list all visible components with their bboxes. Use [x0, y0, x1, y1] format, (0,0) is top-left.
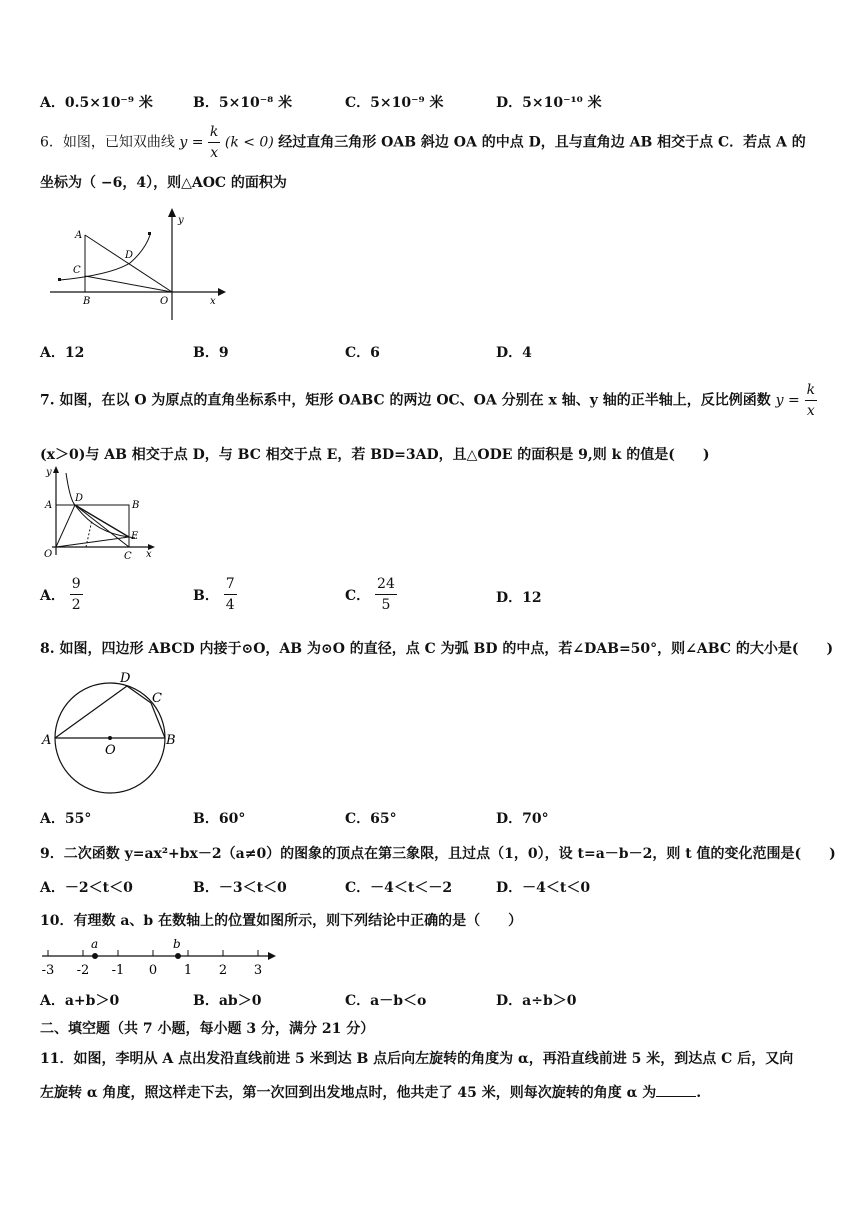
q7-option-d-label: D．	[496, 590, 523, 606]
q7-formula-y: y =	[775, 392, 800, 409]
q7-option-d-text: 12	[522, 590, 542, 606]
q7-option-a-label: A．	[40, 587, 65, 604]
q7-option-a-num: 9	[70, 574, 83, 595]
q8-label-b: B	[166, 733, 176, 748]
q7-option-b-den: 4	[225, 597, 235, 613]
q8-segment-cb	[151, 703, 165, 738]
q7-label-d: D	[75, 493, 84, 504]
q6-option-b: B．9	[193, 345, 229, 361]
q10-stem: 10．有理数 a、b 在数轴上的位置如图所示，则下列结论中正确的是（ ）	[40, 913, 523, 929]
q6-label-b: B	[83, 296, 91, 307]
q7-option-c-num: 24	[375, 574, 397, 595]
q8-option-d: D．70°	[496, 811, 549, 827]
q6-label-c: C	[73, 265, 81, 276]
q7-label-e: E	[131, 531, 139, 542]
q7-option-b	[193, 574, 237, 615]
q6-curve-end-left	[58, 278, 61, 281]
arrow-right-icon	[218, 288, 226, 296]
q7-option-a	[40, 574, 83, 615]
q6-label-y: y	[178, 215, 184, 226]
q10-option-c: C．a－b＜o	[345, 993, 427, 1009]
q10-tick-label: 0	[148, 963, 158, 978]
q7-label-y: y	[46, 467, 52, 478]
arrow-right-icon	[268, 952, 276, 960]
q10-tick-label: 2	[218, 963, 228, 978]
q6-stem-pre: 6．如图，已知双曲线	[40, 134, 175, 151]
q7-stem	[40, 380, 817, 421]
q10-option-d: D．a÷b＞0	[496, 993, 577, 1009]
q6-label-a: A	[75, 230, 83, 241]
q8-option-c: C．65°	[345, 811, 397, 827]
q7-stem-pre: 7. 如图，在以 O 为原点的直角坐标系中，矩形 OABC 的两边 OC、OA 分别在 x 轴、y 轴的正半轴上，反比例函数	[40, 392, 771, 409]
q6-condition: (k < 0)	[224, 134, 274, 151]
q9-option-d: D．－4＜t＜0	[496, 880, 591, 896]
q7-label-b: B	[132, 500, 140, 511]
q11-answer-blank[interactable]	[656, 1096, 696, 1097]
q7-label-x: x	[146, 549, 152, 560]
q5-option-a: A．0.5×10⁻⁹ 米	[40, 95, 153, 111]
q8-option-a: A．55°	[40, 811, 92, 827]
q7-option-c-frac	[375, 574, 397, 615]
q7-rectangle-oabc	[56, 505, 129, 547]
q7-option-c	[345, 574, 397, 615]
q6-stem-post: 经过直角三角形 OAB 斜边 OA 的中点 D，且与直角边 AB 相交于点 C．若点 A 的	[278, 134, 806, 151]
q7-stem-line2: (x＞0)与 AB 相交于点 D，与 BC 相交于点 E，若 BD=3AD，且△ODE 的面积是 9,则 k 的值是( )	[40, 447, 710, 463]
q6-option-c: C．6	[345, 345, 380, 361]
q6-stem	[40, 122, 806, 163]
q6-figure	[40, 205, 230, 325]
q9-option-a: A．－2＜t＜0	[40, 880, 133, 896]
q5-option-d: D．5×10⁻¹⁰ 米	[496, 95, 602, 111]
q6-stem-line2: 坐标为（ −6，4），则△AOC 的面积为	[40, 175, 287, 191]
arrow-up-icon	[168, 208, 176, 217]
q6-label-x: x	[210, 296, 216, 307]
q6-label-d: D	[125, 250, 134, 261]
q8-label-o: O	[105, 743, 116, 758]
q10-tick-label: -2	[76, 963, 90, 978]
q11-stem-line2	[40, 1082, 701, 1102]
q9-option-c: C．－4＜t＜－2	[345, 880, 453, 896]
q7-segment-od	[56, 505, 75, 547]
q7-label-c: C	[124, 551, 132, 562]
q8-center-point	[108, 736, 112, 740]
q6-curve-end-right	[148, 232, 151, 235]
q10-tick-label: -1	[111, 963, 125, 978]
q11-stem-end: .	[696, 1085, 702, 1101]
q7-label-o: O	[44, 549, 53, 560]
q5-option-c: C．5×10⁻⁹ 米	[345, 95, 444, 111]
q7-segment-de	[75, 505, 129, 537]
q7-option-d	[496, 587, 542, 607]
q8-segment-dc	[127, 686, 151, 703]
q8-label-d: D	[120, 671, 131, 686]
q8-segment-ad	[55, 686, 127, 738]
q7-option-b-num: 7	[224, 574, 237, 595]
q7-option-b-frac	[224, 574, 237, 615]
q7-fraction	[805, 380, 817, 421]
q11-stem-line2-text: 左旋转 α 角度，照这样走下去，第一次回到出发地点时，他共走了 45 米，则每次旋转的角度 α 为	[40, 1085, 657, 1101]
q7-option-b-label: B．	[193, 587, 219, 604]
q10-tick-label: 1	[183, 963, 193, 978]
q9-stem: 9．二次函数 y=ax²+bx－2（a≠0）的图象的顶点在第三象限，且过点（1，0），设 t=a－b－2，则 t 值的变化范围是( )	[40, 846, 836, 862]
q11-stem-line1: 11．如图，李明从 A 点出发沿直线前进 5 米到达 B 点后向左旋转的角度为 α，再沿直线前进 5 米，到达点 C 后，又向	[40, 1051, 794, 1067]
q10-option-a: A．a+b＞0	[40, 993, 120, 1009]
q7-label-a: A	[45, 500, 53, 511]
q8-label-a: A	[42, 733, 52, 748]
q10-number-line	[38, 936, 278, 980]
q7-option-a-den: 2	[71, 597, 81, 613]
q8-figure	[40, 666, 180, 794]
q7-option-c-den: 5	[381, 597, 391, 613]
q7-option-c-label: C．	[345, 587, 371, 604]
arrow-up-icon	[53, 466, 59, 473]
section-heading-fill-in: 二、填空题（共 7 小题，每小题 3 分，满分 21 分）	[40, 1021, 375, 1037]
q6-option-a: A．12	[40, 345, 85, 361]
q10-point-b	[175, 953, 181, 959]
q6-option-d: D．4	[496, 345, 532, 361]
q10-option-b: B．ab＞0	[193, 993, 262, 1009]
q6-formula-y: y =	[179, 134, 204, 151]
q9-option-b: B．－3＜t＜0	[193, 880, 287, 896]
q6-frac-num: k	[208, 122, 220, 143]
q10-point-a	[92, 953, 98, 959]
q6-frac-den: x	[210, 145, 219, 161]
q7-frac-num: k	[805, 380, 817, 401]
q10-ticks	[42, 950, 262, 978]
q10-label-b: b	[173, 937, 181, 951]
q8-stem: 8. 如图，四边形 ABCD 内接于⊙O，AB 为⊙O 的直径，点 C 为弧 BD 的中点，若∠DAB=50°，则∠ABC 的大小是( )	[40, 641, 834, 657]
q10-label-a: a	[91, 937, 99, 951]
q8-option-b: B．60°	[193, 811, 246, 827]
q6-label-o: O	[160, 296, 169, 307]
q5-option-b: B．5×10⁻⁸ 米	[193, 95, 293, 111]
q10-tick-label: 3	[253, 963, 263, 978]
q7-figure	[40, 465, 160, 565]
q8-label-c: C	[152, 691, 162, 706]
q10-tick-label: -3	[41, 963, 55, 978]
q7-frac-den: x	[806, 403, 815, 419]
q7-option-a-frac	[70, 574, 83, 615]
q6-fraction	[208, 122, 220, 163]
